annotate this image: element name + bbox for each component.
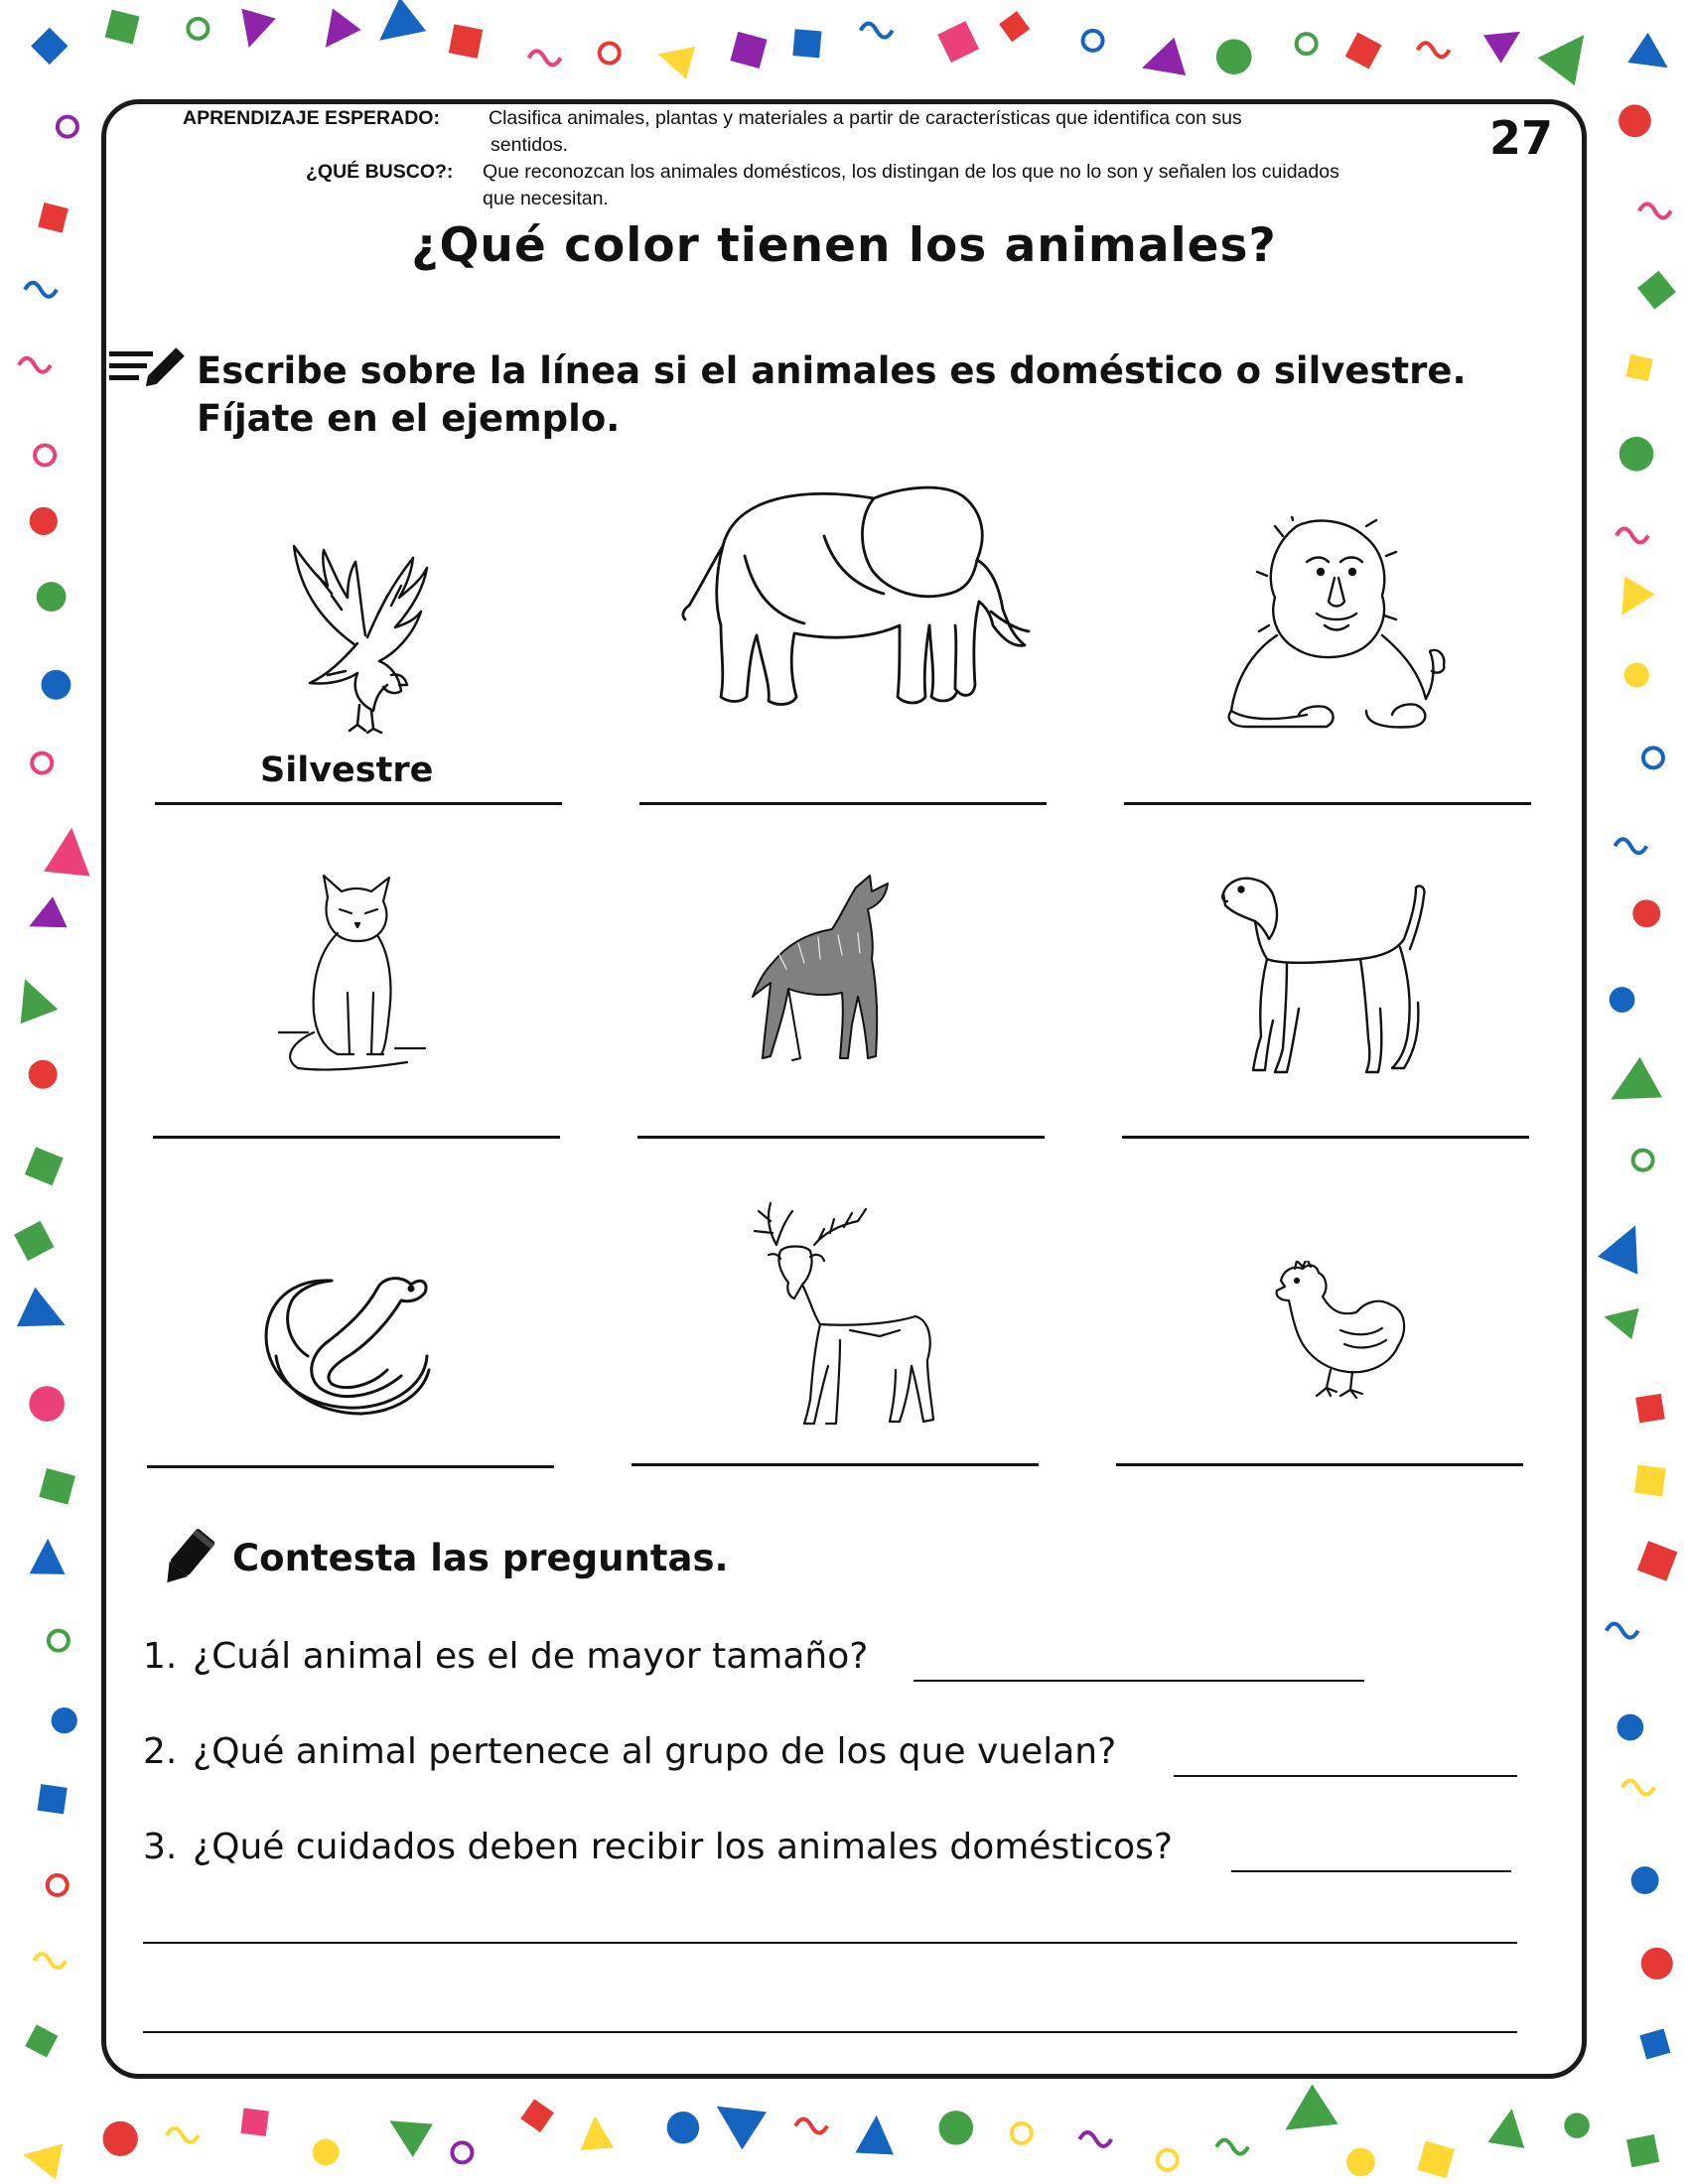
answer-line[interactable] xyxy=(143,2031,1517,2033)
busco-label: ¿QUÉ BUSCO?: xyxy=(306,161,454,183)
confetti-piece xyxy=(1637,271,1676,310)
confetti-piece xyxy=(38,1784,68,1814)
page-number: 27 xyxy=(1489,111,1554,165)
answer-line[interactable] xyxy=(1124,802,1531,805)
elephant-icon xyxy=(675,477,1033,715)
confetti-piece xyxy=(999,11,1030,42)
answer-line[interactable] xyxy=(1174,1775,1517,1777)
confetti-piece xyxy=(449,24,484,59)
busco-text-cont: que necesitan. xyxy=(483,188,609,209)
write-lines-icon xyxy=(107,343,189,389)
dog-icon xyxy=(1221,874,1440,1082)
answer-line[interactable] xyxy=(637,1136,1045,1139)
confetti-piece xyxy=(792,29,821,58)
confetti-piece xyxy=(20,2137,63,2180)
confetti-piece xyxy=(1083,31,1103,51)
confetti-piece xyxy=(35,445,55,465)
confetti-piece xyxy=(39,1468,75,1505)
confetti-piece xyxy=(1346,2148,1375,2177)
confetti-piece xyxy=(1158,2150,1178,2170)
confetti-piece xyxy=(1626,354,1653,381)
confetti-piece xyxy=(667,2112,699,2143)
confetti-piece xyxy=(520,2099,554,2132)
confetti-piece xyxy=(1627,33,1678,83)
confetti-piece xyxy=(58,117,77,137)
confetti-piece xyxy=(1601,1301,1639,1340)
answer-line[interactable] xyxy=(914,1680,1364,1682)
confetti-piece xyxy=(1136,38,1186,87)
confetti-piece xyxy=(49,1631,69,1651)
confetti-piece xyxy=(578,2115,614,2150)
hen-icon xyxy=(1271,1261,1410,1400)
confetti-piece xyxy=(30,507,58,535)
confetti-piece xyxy=(529,51,561,65)
aprendizaje-label: APRENDIZAJE ESPERADO: xyxy=(183,107,440,129)
confetti-piece xyxy=(31,28,68,65)
answer-line[interactable] xyxy=(632,1463,1039,1466)
confetti-piece xyxy=(30,1538,66,1573)
confetti-piece xyxy=(105,10,140,45)
confetti-piece xyxy=(311,8,360,58)
lion-icon xyxy=(1217,516,1456,735)
confetti-piece xyxy=(1598,1216,1655,1274)
confetti-piece xyxy=(1345,33,1382,69)
answer-line[interactable] xyxy=(1122,1136,1529,1139)
confetti-piece xyxy=(25,283,57,297)
confetti-piece xyxy=(938,2111,973,2145)
answer-line[interactable] xyxy=(155,802,562,805)
aprendizaje-text-cont: sentidos. xyxy=(491,134,569,156)
confetti-piece xyxy=(1216,2140,1248,2154)
confetti-piece xyxy=(704,2088,767,2150)
confetti-piece xyxy=(861,24,893,38)
answer-line[interactable] xyxy=(153,1136,560,1139)
confetti-piece xyxy=(1564,2113,1590,2138)
busco-text: Que reconozcan los animales domésticos, los distingan de los que no lo son y señalen los cuidados xyxy=(483,161,1339,183)
confetti-piece xyxy=(167,2128,199,2142)
confetti-piece xyxy=(1297,34,1317,54)
confetti-piece xyxy=(600,43,620,63)
confetti-piece xyxy=(34,1954,66,1968)
example-answer: Silvestre xyxy=(260,751,434,790)
confetti-piece xyxy=(937,21,979,63)
confetti-piece xyxy=(1607,1624,1638,1638)
confetti-piece xyxy=(25,1147,64,1185)
confetti-piece xyxy=(1417,2141,1454,2178)
confetti-piece xyxy=(313,2139,340,2166)
answer-line[interactable] xyxy=(147,1465,554,1468)
confetti-piece xyxy=(52,1707,77,1733)
confetti-piece xyxy=(1639,2028,1670,2059)
confetti-piece xyxy=(32,753,52,773)
confetti-piece xyxy=(1538,21,1603,85)
question-1: 1. ¿Cuál animal es el de mayor tamaño? xyxy=(143,1636,869,1677)
confetti-piece xyxy=(103,2121,138,2156)
confetti-piece xyxy=(1633,1151,1653,1170)
confetti-piece xyxy=(1626,2134,1659,2167)
confetti-piece xyxy=(452,2142,472,2162)
confetti-piece xyxy=(37,582,67,612)
page-title: ¿Qué color tienen los animales? xyxy=(411,218,1277,273)
aprendizaje-text: Clasifica animales, plantas y materiales a partir de características que identifica con sus xyxy=(489,107,1242,129)
answer-line[interactable] xyxy=(639,802,1047,805)
confetti-piece xyxy=(29,1386,65,1422)
confetti-piece xyxy=(795,2119,827,2133)
confetti-piece xyxy=(1012,2123,1032,2143)
confetti-piece xyxy=(6,972,58,1024)
question-2: 2. ¿Qué animal pertenece al grupo de los que vuelan? xyxy=(143,1731,1117,1772)
confetti-piece xyxy=(22,896,68,942)
confetti-piece xyxy=(1631,1866,1659,1894)
confetti-piece xyxy=(44,825,94,876)
confetti-piece xyxy=(48,1875,68,1895)
answer-line[interactable] xyxy=(1231,1870,1511,1872)
confetti-piece xyxy=(855,2115,896,2155)
question-3: 3. ¿Qué cuidados deben recibir los animales domésticos? xyxy=(143,1827,1173,1867)
deer-icon xyxy=(741,1201,939,1430)
confetti-piece xyxy=(1618,104,1651,137)
confetti-piece xyxy=(1634,1464,1666,1496)
confetti-piece xyxy=(17,1288,74,1345)
confetti-piece xyxy=(1483,18,1529,64)
confetti-piece xyxy=(19,358,51,372)
pencil-icon xyxy=(155,1527,220,1592)
snake-icon xyxy=(262,1261,431,1420)
confetti-piece xyxy=(1079,2132,1111,2146)
confetti-piece xyxy=(25,2024,58,2057)
confetti-piece xyxy=(188,19,208,39)
confetti-piece xyxy=(379,2104,433,2157)
confetti-piece xyxy=(1216,39,1252,74)
confetti-piece xyxy=(1639,204,1671,217)
answer-line[interactable] xyxy=(143,1942,1517,1944)
confetti-piece xyxy=(1610,987,1635,1013)
confetti-piece xyxy=(1643,748,1663,767)
confetti-piece xyxy=(653,38,695,79)
confetti-piece xyxy=(232,9,276,53)
confetti-piece xyxy=(1624,663,1649,688)
cat-icon xyxy=(278,874,427,1072)
confetti-piece xyxy=(14,1221,54,1261)
wolf-icon xyxy=(749,874,908,1072)
confetti-piece xyxy=(1632,899,1660,927)
confetti-piece xyxy=(1635,1394,1665,1424)
confetti-piece xyxy=(1617,1714,1643,1741)
confetti-piece xyxy=(29,1060,58,1089)
section2-heading: Contesta las preguntas. xyxy=(232,1537,729,1579)
answer-line[interactable] xyxy=(1116,1463,1523,1466)
confetti-piece xyxy=(1272,2084,1337,2149)
confetti-piece xyxy=(1607,577,1655,625)
confetti-piece xyxy=(1619,437,1654,472)
confetti-piece xyxy=(1622,1781,1654,1795)
confetti-piece xyxy=(366,0,426,58)
confetti-piece xyxy=(1615,839,1646,853)
confetti-piece xyxy=(1641,1948,1673,1979)
confetti-piece xyxy=(1418,43,1450,57)
confetti-piece xyxy=(240,2108,268,2135)
confetti-piece xyxy=(42,670,71,700)
instruction-text: Escribe sobre la línea si el animales es doméstico o silvestre. Fíjate en el ejemplo. xyxy=(197,349,1467,440)
confetti-piece xyxy=(1637,1541,1678,1581)
confetti-piece xyxy=(1617,529,1648,543)
confetti-piece xyxy=(730,32,767,68)
eagle-icon xyxy=(288,536,437,735)
confetti-piece xyxy=(1600,1057,1662,1120)
confetti-piece xyxy=(1487,2106,1530,2148)
